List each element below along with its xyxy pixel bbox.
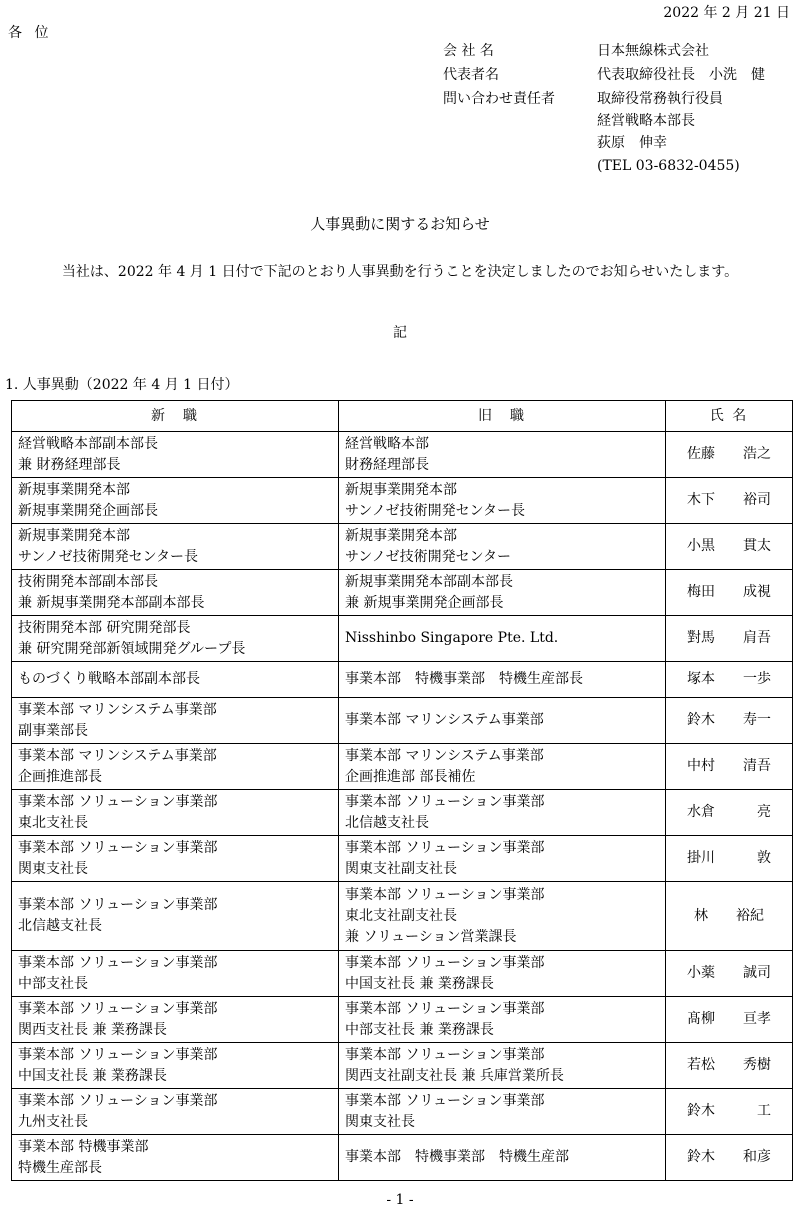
person-name: 掛川 敦 [666,836,793,882]
table-row [12,478,793,524]
position-line: 新規事業開発本部副本部長 [345,573,513,590]
old-position-cell [339,997,666,1043]
position-line: 企画推進部 部長補佐 [345,768,476,785]
person-name: 佐藤 浩之 [666,432,793,478]
position-line: 事業本部 マリンシステム事業部 [345,712,544,728]
position-line: 事業本部 ソリューション事業部 [18,1092,218,1109]
contact-line: (TEL 03-6832-0455) [597,158,740,174]
position-line: 九州支社長 [18,1113,88,1130]
position-line: 事業本部 マリンシステム事業部 [18,747,217,764]
sender-contact [443,88,723,110]
person-name: 鈴木 寿一 [666,698,793,744]
position-line: 中国支社長 兼 業務課長 [18,1067,167,1084]
new-position-cell [12,997,339,1043]
person-name: 小黒 貫太 [666,524,793,570]
position-line: 中部支社長 [18,975,88,992]
position-line: 事業本部 特機事業部 特機生産部長 [345,671,583,687]
position-line: 関東支社副支社長 [345,860,457,877]
table-header-row [12,401,793,432]
position-line: サンノゼ技術開発センター長 [345,502,526,519]
position-line: 事業本部 ソリューション事業部 [345,1000,545,1017]
new-position-cell [12,951,339,997]
position-line: 関西支社副支社長 兼 兵庫営業所長 [345,1067,564,1084]
position-line: 兼 財務経理部長 [18,456,121,473]
table-row [12,790,793,836]
table-row [12,836,793,882]
person-name: 塚本 一歩 [666,662,793,698]
new-position-cell [12,744,339,790]
table-row [12,432,793,478]
old-position-cell [339,951,666,997]
sender-company [443,40,709,62]
position-line: 新規事業開発本部 [345,527,457,544]
table-row [12,744,793,790]
new-position-cell [12,698,339,744]
contact-line: 取締役常務執行役員 [597,91,723,107]
ki-marker: 記 [393,325,407,341]
old-position-cell [339,616,666,662]
position-line: 副事業部長 [18,722,88,739]
new-position-cell [12,570,339,616]
old-position-cell [339,1089,666,1135]
new-position-cell [12,524,339,570]
new-position-cell [12,1043,339,1089]
contact-label: 問い合わせ責任者 [443,91,555,107]
section-heading: 1. 人事異動（2022 年 4 月 1 日付） [5,377,239,393]
old-position-cell [339,836,666,882]
position-line: 北信越支社長 [18,918,102,934]
position-line: 事業本部 ソリューション事業部 [345,839,545,856]
person-name: 鈴木 工 [666,1089,793,1135]
person-name: 鈴木 和彦 [666,1135,793,1181]
new-position-cell [12,836,339,882]
position-line: 関東支社長 [345,1113,415,1130]
position-line: 兼 新規事業開発本部副本部長 [18,594,205,611]
company-value: 日本無線株式会社 [597,43,709,59]
position-line: 事業本部 マリンシステム事業部 [18,701,217,718]
table-row [12,1043,793,1089]
position-line: 企画推進部長 [18,768,102,785]
table-row [12,997,793,1043]
position-line: ものづくり戦略本部副本部長 [18,671,200,687]
new-position-cell [12,882,339,951]
position-line: 中部支社長 兼 業務課長 [345,1021,494,1038]
header-old-position: 旧 職 [339,401,666,432]
person-name: 木下 裕司 [666,478,793,524]
new-position-cell [12,662,339,698]
table-row [12,616,793,662]
position-line: 事業本部 ソリューション事業部 [18,839,218,856]
person-name: 若松 秀樹 [666,1043,793,1089]
position-line: 関西支社長 兼 業務課長 [18,1021,167,1038]
position-line: 中国支社長 兼 業務課長 [345,975,494,992]
position-line: 特機生産部長 [18,1159,102,1176]
person-name: 中村 清吾 [666,744,793,790]
position-line: 兼 ソリューション営業課長 [345,928,517,945]
position-line: 事業本部 マリンシステム事業部 [345,747,544,764]
position-line: 事業本部 特機事業部 特機生産部 [345,1149,569,1165]
table-row [12,951,793,997]
position-line: 事業本部 ソリューション事業部 [18,1000,218,1017]
document-title: 人事異動に関するお知らせ [310,215,490,233]
position-line: 事業本部 ソリューション事業部 [345,1046,545,1063]
new-position-cell [12,478,339,524]
table-row [12,698,793,744]
recipient: 各 位 [8,25,53,41]
sender-representative [443,64,765,86]
contact-line: 経営戦略本部長 [597,113,695,129]
position-line: 関東支社長 [18,860,88,877]
new-position-cell [12,432,339,478]
header-name: 氏 名 [666,401,793,432]
old-position-cell [339,524,666,570]
old-position-cell [339,662,666,698]
position-line: 東北支社長 [18,814,88,831]
old-position-cell [339,570,666,616]
position-line: Nisshinbo Singapore Pte. Ltd. [345,630,559,646]
position-line: 兼 新規事業開発企画部長 [345,594,504,611]
old-position-cell [339,432,666,478]
person-name: 水倉 亮 [666,790,793,836]
old-position-cell [339,698,666,744]
intro-text: 当社は、2022 年 4 月 1 日付で下記のとおり人事異動を行うことを決定しましたのでお知らせいたします。 [61,264,739,280]
person-name: 小薬 誠司 [666,951,793,997]
position-line: サンノゼ技術開発センター長 [18,548,199,565]
table-row [12,570,793,616]
contact-line: 荻原 伸幸 [597,135,667,151]
old-position-cell [339,478,666,524]
position-line: 東北支社副支社長 [345,907,457,924]
position-line: 北信越支社長 [345,814,429,831]
old-position-cell [339,1135,666,1181]
old-position-cell [339,882,666,951]
position-line: 技術開発本部副本部長 [18,573,158,590]
table-row [12,1089,793,1135]
person-name: 梅田 成視 [666,570,793,616]
company-label: 会 社 名 [443,43,494,59]
position-line: 技術開発本部 研究開発部長 [18,619,191,636]
position-line: 新規事業開発企画部長 [18,502,158,519]
rep-label: 代表者名 [443,67,499,83]
position-line: 事業本部 ソリューション事業部 [18,897,218,913]
new-position-cell [12,1135,339,1181]
position-line: サンノゼ技術開発センター [345,548,512,565]
new-position-cell [12,616,339,662]
position-line: 事業本部 ソリューション事業部 [18,793,218,810]
page-number: - 1 - [386,1192,414,1208]
rep-value: 代表取締役社長 小洗 健 [597,67,765,83]
position-line: 事業本部 ソリューション事業部 [345,1092,545,1109]
position-line: 事業本部 ソリューション事業部 [345,886,545,903]
document-date: 2022 年 2 月 21 日 [663,5,790,21]
position-line: 事業本部 ソリューション事業部 [18,954,218,971]
position-line: 財務経理部長 [345,456,429,473]
table-row [12,1135,793,1181]
new-position-cell [12,1089,339,1135]
position-line: 経営戦略本部副本部長 [18,435,158,452]
position-line: 新規事業開発本部 [18,481,130,498]
position-line: 事業本部 ソリューション事業部 [18,1046,218,1063]
old-position-cell [339,1043,666,1089]
position-line: 経営戦略本部 [345,435,429,452]
old-position-cell [339,790,666,836]
old-position-cell [339,744,666,790]
header-new-position: 新 職 [12,401,339,432]
table-row [12,524,793,570]
position-line: 新規事業開発本部 [18,527,130,544]
new-position-cell [12,790,339,836]
person-name: 對馬 肩吾 [666,616,793,662]
table-row [12,662,793,698]
person-name: 林 裕紀 [666,882,793,951]
position-line: 事業本部 ソリューション事業部 [345,954,545,971]
position-line: 事業本部 ソリューション事業部 [345,793,545,810]
personnel-table [11,400,793,1181]
position-line: 事業本部 特機事業部 [18,1138,149,1155]
table-row [12,882,793,951]
position-line: 新規事業開発本部 [345,481,457,498]
person-name: 髙柳 亘孝 [666,997,793,1043]
position-line: 兼 研究開発部新領域開発グループ長 [18,640,246,657]
